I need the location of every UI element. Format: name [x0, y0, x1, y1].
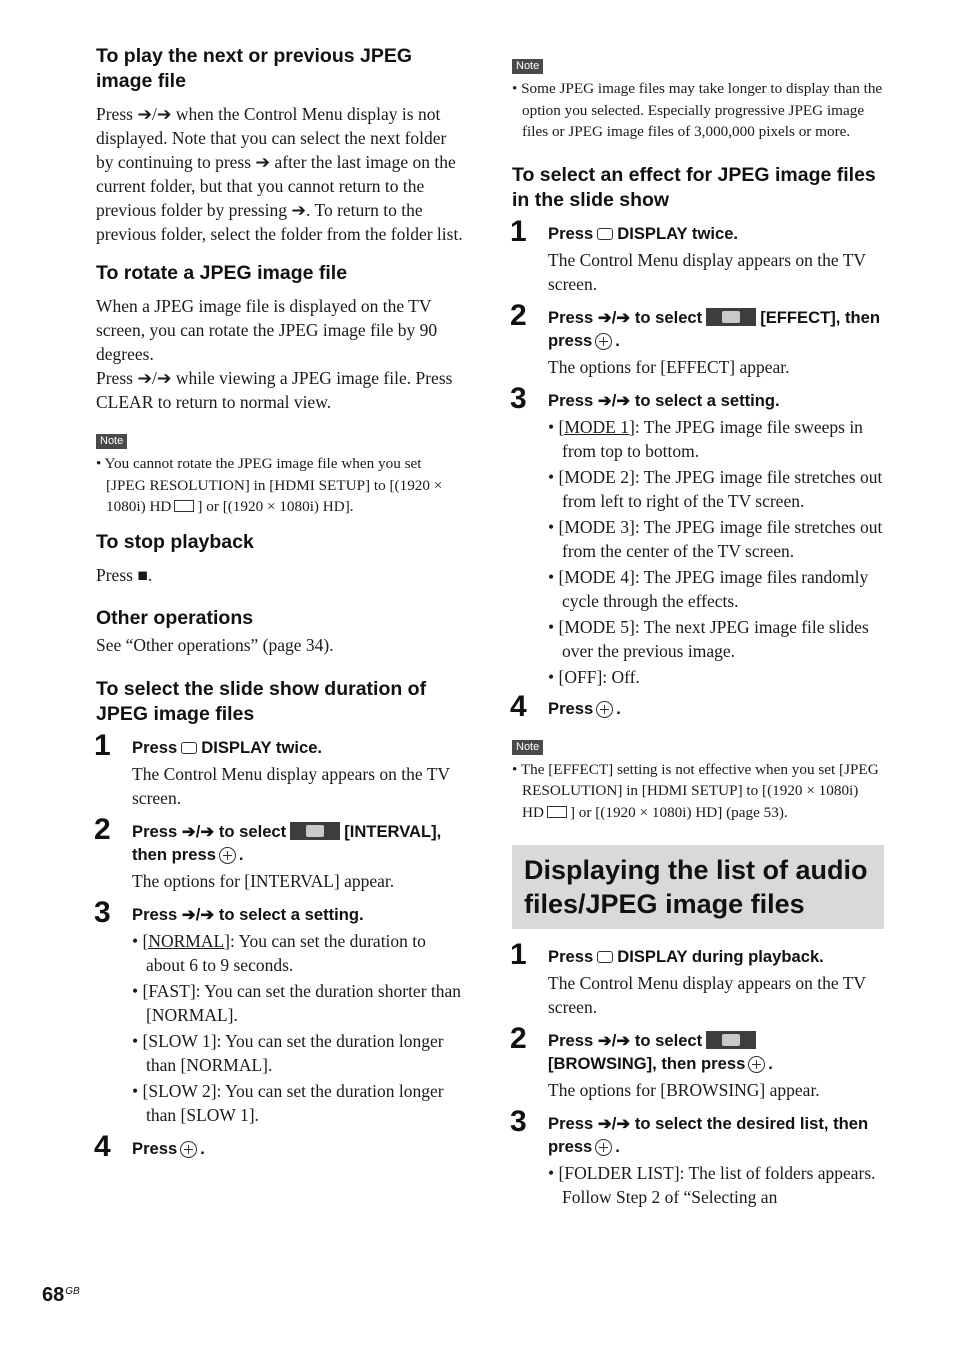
step-2: 2 Press ➔/➔ to select [INTERVAL], then press . The options for [INTERVAL] appear. [96, 820, 464, 893]
step-number: 2 [510, 1022, 527, 1055]
note-badge: Note [96, 434, 127, 449]
hd-frame-icon [547, 806, 567, 818]
heading-rotate: To rotate a JPEG image file [96, 262, 348, 284]
list-item: • [NORMAL]: You can set the duration to about 6 to 9 seconds. [132, 930, 426, 975]
display-button-icon [597, 951, 613, 963]
list-item: • [MODE 5]: The next JPEG image file slides over the previous image. [548, 616, 869, 661]
note-rotate-text-b: ] or [(1920 × 1080i) HD]. [197, 498, 354, 515]
list-item: • [MODE 2]: The JPEG image file stretches out from left to right of the TV screen. [548, 466, 883, 511]
step-title: Press ➔/➔ to select a setting. [548, 390, 780, 410]
step-number: 2 [510, 298, 527, 332]
list-item: • [FAST]: You can set the duration shorter than [NORMAL]. [132, 980, 462, 1025]
step-4: 4 Press . [94, 1129, 205, 1163]
effect-options-list [548, 415, 884, 689]
step-body: The options for [INTERVAL] appear. [132, 870, 395, 891]
step-number: 3 [510, 1105, 527, 1138]
page-number: $68^{GB}$ [42, 1284, 80, 1306]
step-1: 1 Press DISPLAY twice. The Control Menu display appears on the TV screen. [512, 222, 884, 296]
rotate-body-2: Press ➔/➔ while viewing a JPEG image file. Press CLEAR to return to normal view. [96, 368, 453, 412]
effect-menu-icon [706, 308, 756, 326]
section-title: Displaying the list of audio files/JPEG image files [524, 855, 868, 919]
step-4: 4 Press . [510, 689, 621, 723]
interval-menu-icon [290, 822, 340, 840]
display-button-icon [181, 742, 197, 754]
enter-button-icon [219, 847, 236, 864]
browsing-options-list [548, 1161, 884, 1209]
step-body: The Control Menu display appears on the TV screen. [132, 763, 450, 808]
hd-frame-icon [174, 500, 194, 512]
heading-effect: To select an effect for JPEG image files in the slide show [512, 163, 876, 211]
stop-icon: ■. [137, 564, 153, 585]
list-item: • [SLOW 2]: You can set the duration longer than [SLOW 1]. [132, 1080, 444, 1125]
step-number: 1 [510, 214, 527, 248]
right-column [512, 56, 884, 1211]
note-rotate [96, 431, 464, 518]
list-item: • [OFF]: Off. [548, 666, 640, 687]
note-slideshow-text: • Some JPEG image files may take longer to display than the option you selected. Especially progressive JPEG image files or JPEG image files of 3,000,000 pixels or more. [512, 80, 883, 140]
step-number: 2 [94, 812, 111, 846]
note-effect-text-a: • The [EFFECT] setting is not effective when you set [JPEG RESOLUTION] in [HDMI SETUP] to [(1920 × 1080i) HD [512, 760, 879, 821]
enter-button-icon [595, 1139, 612, 1156]
note-slideshow [512, 56, 884, 143]
other-body: See “Other operations” (page 34). [96, 634, 334, 655]
step-body: The options for [BROWSING] appear. [548, 1080, 820, 1100]
list-item: • [SLOW 1]: You can set the duration longer than [NORMAL]. [132, 1030, 444, 1075]
step-body: The Control Menu display appears on the TV screen. [548, 249, 866, 294]
step-number: 3 [94, 895, 111, 929]
step-2: 2 Press ➔/➔ to select [BROWSING], then press . The options for [BROWSING] appear. [512, 1029, 884, 1102]
step-number: 1 [510, 938, 527, 971]
step-3 [510, 381, 884, 689]
list-item: • [MODE 4]: The JPEG image files randomly cycle through the effects. [548, 566, 869, 611]
note-badge: Note [512, 740, 543, 755]
heading-stop: To stop playback [96, 530, 254, 553]
heading-other: Other operations [96, 606, 254, 629]
step-number: 4 [510, 689, 527, 723]
enter-button-icon [180, 1141, 197, 1158]
note-badge: Note [512, 59, 543, 74]
list-item: • [FOLDER LIST]: The list of folders appears. Follow Step 2 of “Selecting an [548, 1163, 876, 1207]
step-2: 2 Press ➔/➔ to select [EFFECT], then press . The options for [EFFECT] appear. [512, 306, 884, 379]
heading-next-previous: To play the next or previous JPEG image file [96, 45, 413, 92]
step-1: 1 Press DISPLAY during playback. The Control Menu display appears on the TV screen. [512, 945, 884, 1019]
enter-button-icon [595, 333, 612, 350]
step-3: 3 Press ➔/➔ to select the desired list, then press . • [FOLDER LIST]: The list of folders appears. Follow Step 2 of “Selecting an [512, 1112, 884, 1209]
list-item: • [MODE 1]: The JPEG image file sweeps in from top to bottom. [548, 416, 863, 461]
note-rotate-text-a: • You cannot rotate the JPEG image file when you set [JPEG RESOLUTION] in [HDMI SETUP] to [(1920 × 1080i) HD [96, 455, 443, 515]
heading-slideshow-duration: To select the slide show duration of JPEG image files [96, 677, 427, 725]
rotate-body-1: When a JPEG image file is displayed on the TV screen, you can rotate the JPEG image file by 90 degrees. [96, 296, 438, 364]
enter-button-icon [748, 1056, 765, 1073]
step-number: 4 [94, 1129, 111, 1163]
browsing-menu-icon [706, 1031, 756, 1049]
note-effect-text-b: ] or [(1920 × 1080i) HD] (page 53). [569, 803, 788, 821]
step-number: 1 [94, 728, 111, 762]
page-suffix: GB [65, 1286, 80, 1297]
left-column [94, 44, 464, 1163]
next-previous-body: Press ➔/➔ when the Control Menu display is not displayed. Note that you can select the next folder by continuing to press ➔ after the last image on the current folder, but that you cannot return to the previous folder by pressing ➔. To return to the previous folder, select the folder from the folder list. [96, 104, 463, 244]
display-button-icon [597, 228, 613, 240]
step-3 [94, 895, 464, 1127]
enter-button-icon [596, 701, 613, 718]
step-body: The options for [EFFECT] appear. [548, 356, 790, 377]
step-number: 3 [510, 381, 527, 415]
section-banner [512, 845, 884, 929]
step-title: Press ➔/➔ to select a setting. [132, 904, 364, 924]
list-item: • [MODE 3]: The JPEG image file stretches out from the center of the TV screen. [548, 516, 883, 561]
stop-body: Press ■. [96, 564, 153, 585]
step-body: The Control Menu display appears on the TV screen. [548, 973, 866, 1017]
step-1: 1 Press DISPLAY twice. The Control Menu display appears on the TV screen. [96, 736, 464, 810]
interval-options-list [132, 929, 464, 1127]
note-effect [512, 737, 884, 824]
